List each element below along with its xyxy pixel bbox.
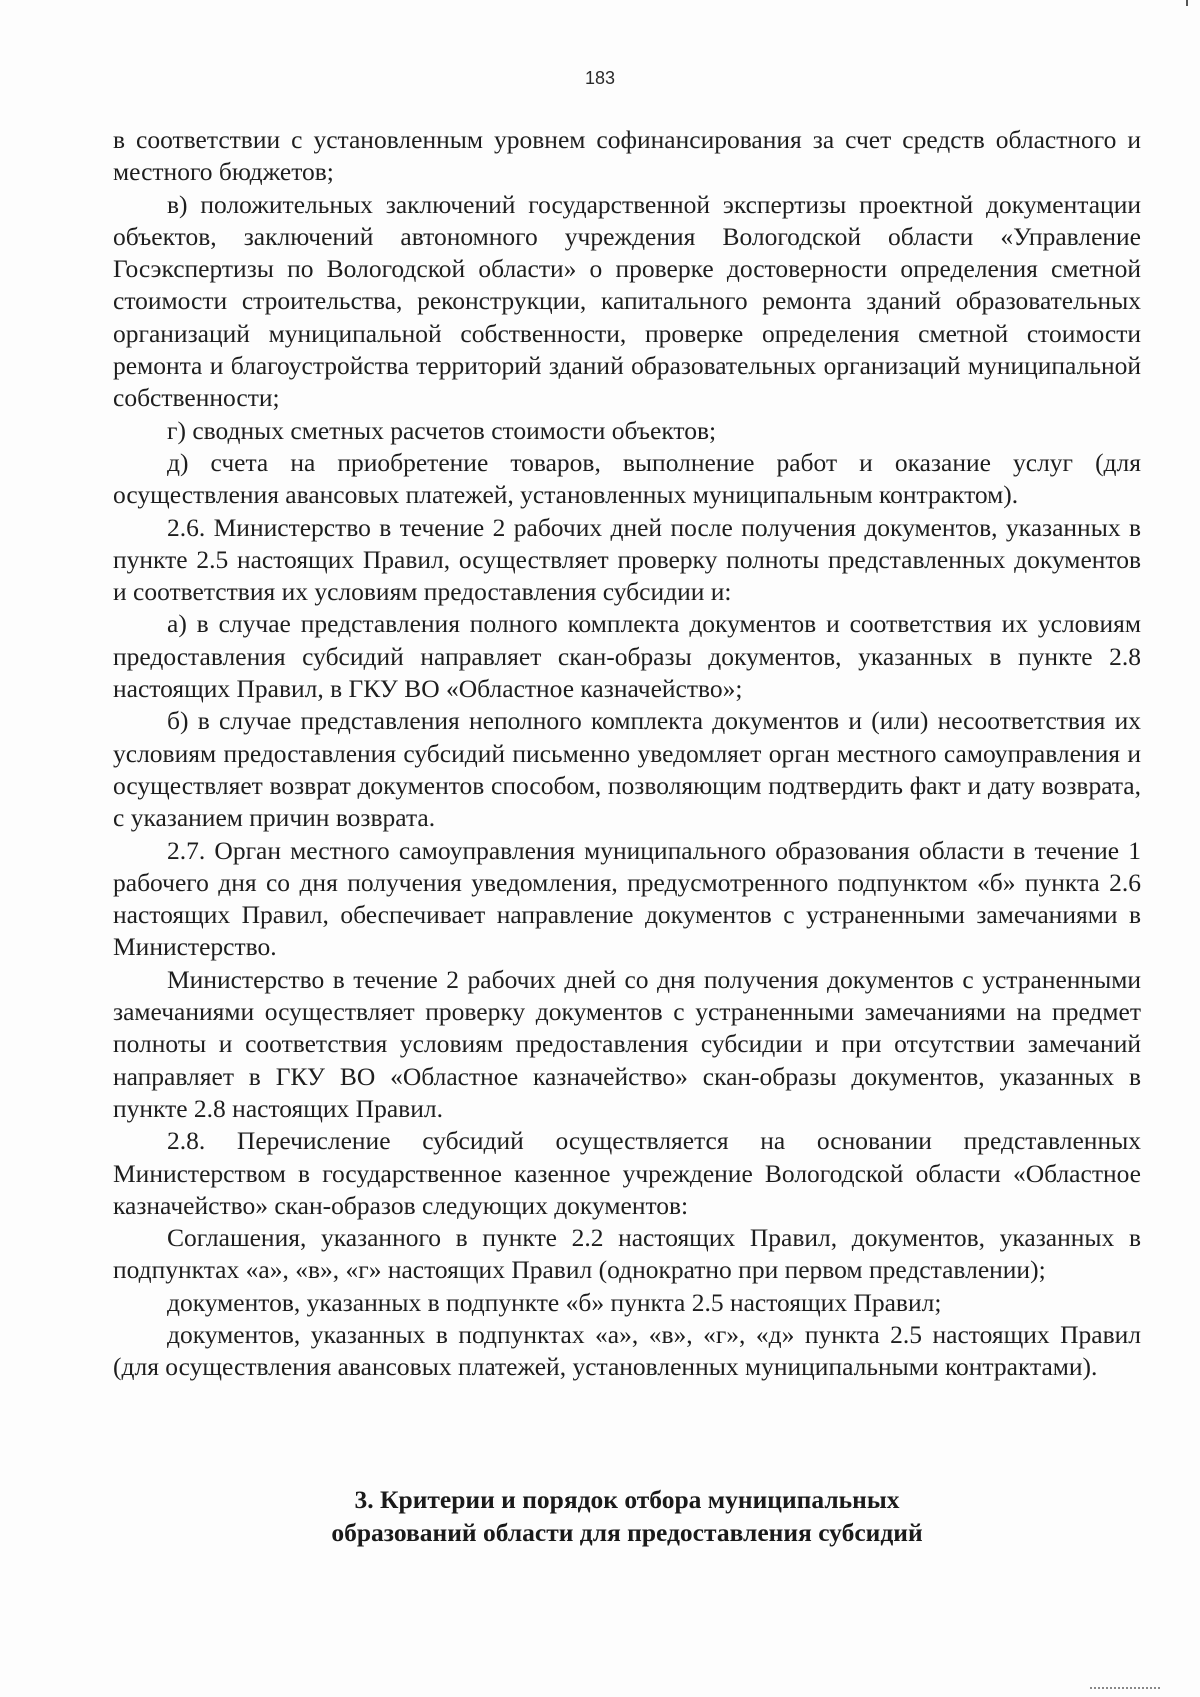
section-heading-line: 3. Критерии и порядок отбора муниципальных [354,1485,900,1514]
paragraph: 2.8. Перечисление субсидий осуществляется на основании представленных Министерством в государственное казенное учреждение Вологодской области «Областное казначейство» скан-образов следующих документов: [113,1126,1141,1220]
paragraph: б) в случае представления неполного комплекта документов и (или) несоответствия их условиям предоставления субсидий письменно уведомляет орган местного самоуправления и осуществляет возврат документов способом, позволяющим подтвердить факт и дату возврата, с указанием причин возврата. [113,706,1141,833]
scan-edge-mark [1186,0,1188,6]
paragraph: д) счета на приобретение товаров, выполнение работ и оказание услуг (для осуществления авансовых платежей, установленных муниципальным контрактом). [113,447,1141,510]
section-heading [113,1483,1141,1549]
paragraph: Министерство в течение 2 рабочих дней со дня получения документов с устраненными замечаниями осуществляет проверку документов с устраненными замечаниями на предмет полноты и соответствия условиям предоставления субсидии и при отсутствии замечаний направляет в ГКУ ВО «Областное казначейство» скан-образы документов, указанных в пункте 2.8 настоящих Правил. [113,964,1141,1123]
page-number: 183 [584,68,616,88]
paragraph: Соглашения, указанного в пункте 2.2 настоящих Правил, документов, указанных в подпунктах «а», «в», «г» настоящих Правил (однократно при первом представлении); [113,1223,1141,1285]
paragraph: 2.7. Орган местного самоуправления муниципального образования области в течение 1 рабочего дня со дня получения уведомления, предусмотренного подпунктом «б» пункта 2.6 настоящих Правил, обеспечивает направление документов с устраненными замечаниями в Министерство. [113,835,1141,962]
paragraph: а) в случае представления полного комплекта документов и соответствия их условиям предоставления субсидий направляет скан-образы документов, указанных в пункте 2.8 настоящих Правил, в ГКУ ВО «Областное казначейство»; [113,609,1141,704]
paragraph: документов, указанных в подпункте «б» пункта 2.5 настоящих Правил; [167,1287,942,1317]
paragraph: 2.6. Министерство в течение 2 рабочих дней после получения документов, указанных в пункте 2.5 настоящих Правил, осуществляет проверку полноты представленных документов и соответствия их условиям предоставления субсидии и: [113,512,1141,607]
paragraph: г) сводных сметных расчетов стоимости объектов; [167,415,717,445]
paragraph: в) положительных заключений государственной экспертизы проектной документации объектов, заключений автономного учреждения Вологодской области «Управление Госэкспертизы по Вологодской области» о проверке достоверности определения сметной стоимости строительства, реконструкции, капитального ремонта зданий образовательных организаций муниципальной собственности, проверке определения сметной стоимости ремонта и благоустройства территорий зданий образовательных организаций муниципальной собственности; [113,189,1141,413]
scan-edge-mark [1090,1687,1160,1697]
section-heading-line: образований области для предоставления субсидий [331,1518,923,1547]
document-body [113,124,1141,1384]
paragraph: документов, указанных в подпунктах «а», «в», «г», «д» пункта 2.5 настоящих Правил (для осуществления авансовых платежей, установленных муниципальными контрактами). [113,1319,1141,1382]
paragraph: в соответствии с установленным уровнем софинансирования за счет средств областного и местного бюджетов; [113,125,1141,187]
